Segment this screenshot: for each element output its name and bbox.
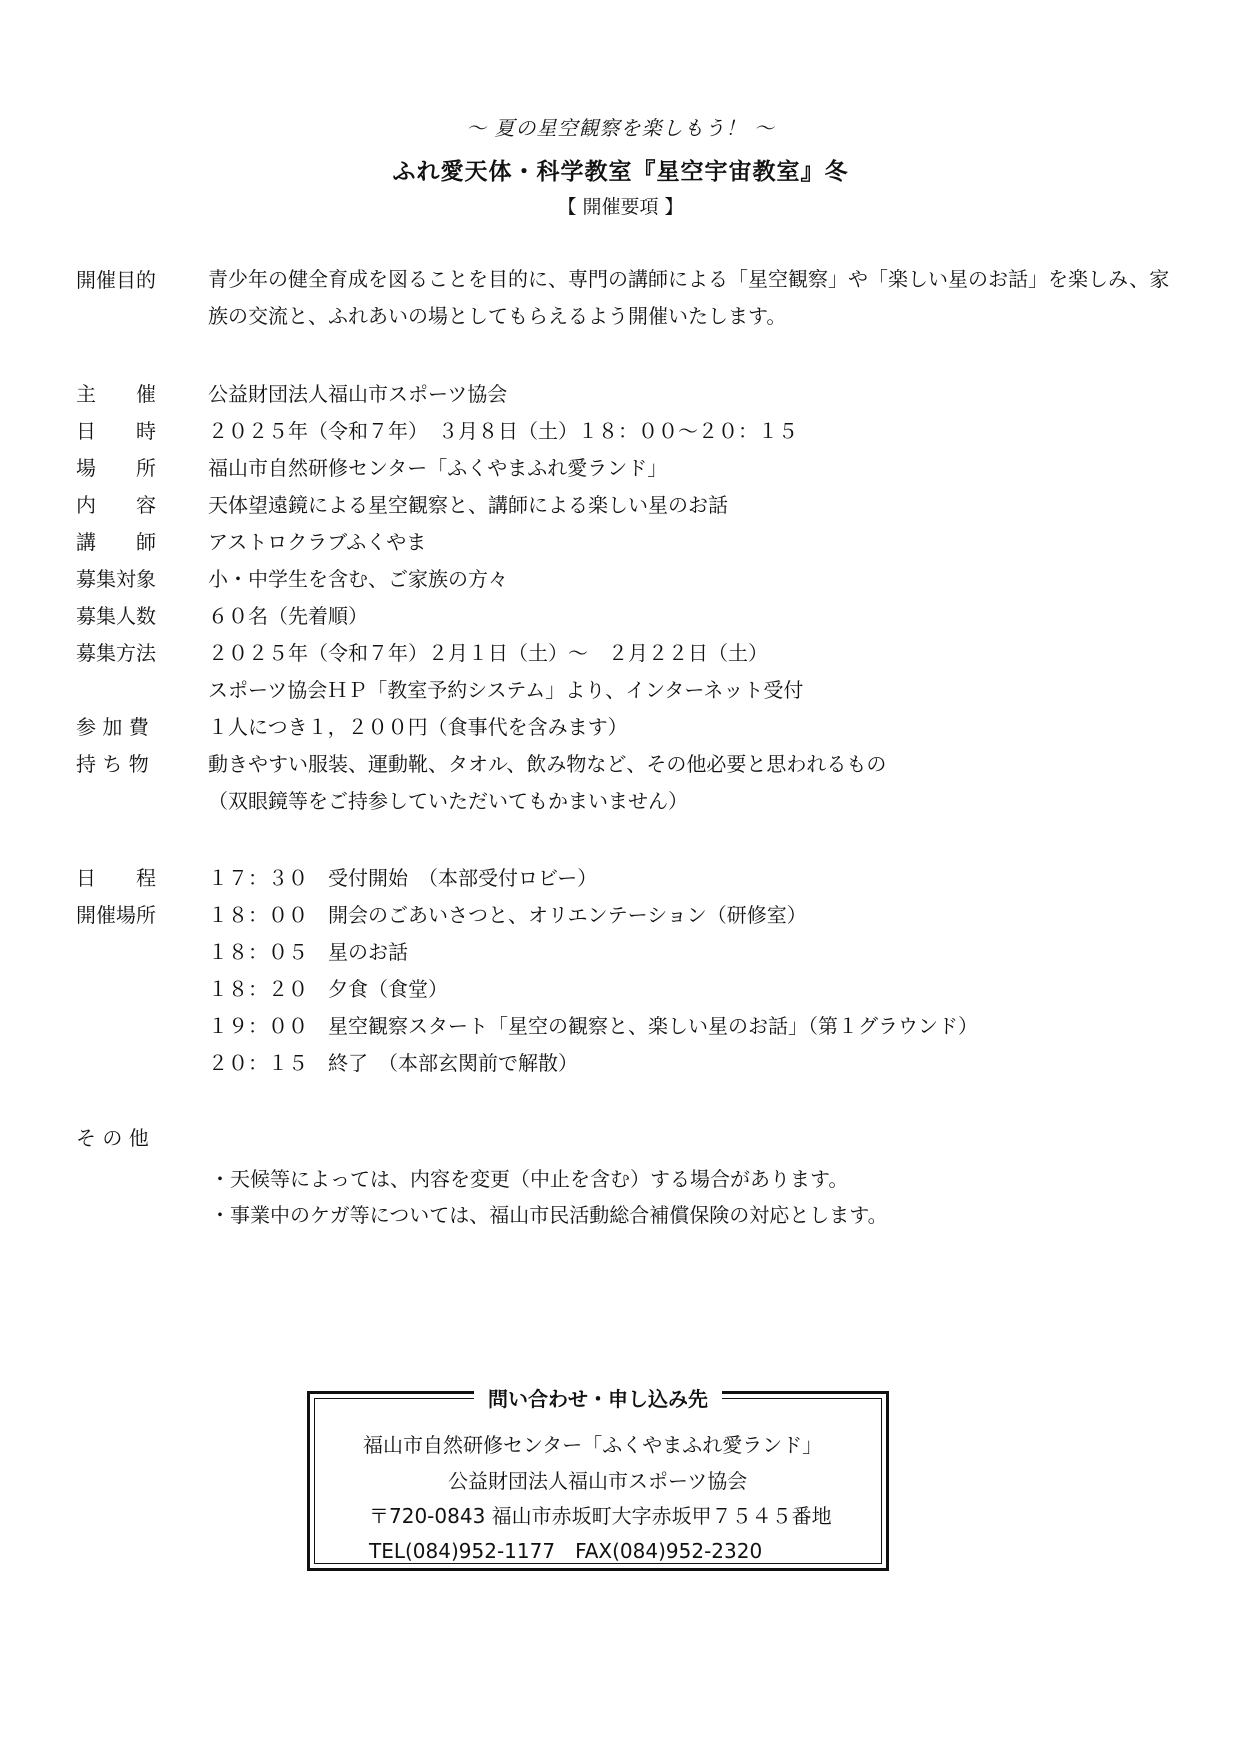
note-item: ・天候等によっては、内容を変更（中止を含む）する場合があります。 bbox=[210, 1167, 849, 1191]
detail-label: 募集対象 bbox=[76, 567, 156, 591]
detail-label: 内 容 bbox=[76, 493, 156, 517]
detail-label: 参 加 費 bbox=[76, 715, 149, 739]
detail-value: 公益財団法人福山市スポーツ協会 bbox=[208, 382, 508, 406]
detail-label: 日 時 bbox=[76, 419, 156, 443]
detail-label: 持 ち 物 bbox=[76, 752, 149, 776]
contact-address: 〒720-0843 福山市赤坂町大字赤坂甲７５４５番地 bbox=[369, 1504, 832, 1528]
detail-label: 募集人数 bbox=[76, 604, 156, 628]
contact-facility: 福山市自然研修センター「ふくやまふれ愛ランド」 bbox=[363, 1433, 823, 1457]
detail-value: ６０名（先着順） bbox=[208, 604, 368, 628]
schedule-value: １８：００ 開会のごあいさつと、オリエンテーション（研修室） bbox=[208, 903, 807, 927]
detail-value: ２０２５年（令和７年）２月１日（土）〜 ２月２２日（土） bbox=[208, 641, 768, 665]
section-heading: 【 開催要項 】 bbox=[557, 196, 684, 218]
purpose-label: 開催目的 bbox=[76, 268, 156, 292]
contact-heading-text: 問い合わせ・申し込み先 bbox=[474, 1387, 722, 1411]
detail-value: 天体望遠鏡による星空観察と、講師による楽しい星のお話 bbox=[208, 493, 728, 517]
detail-label: 主 催 bbox=[76, 382, 156, 406]
detail-value: ２０２５年（令和７年） ３月８日（土）１８：００〜２０：１５ bbox=[208, 419, 798, 443]
detail-label: 募集方法 bbox=[76, 641, 156, 665]
schedule-label: 日 程 bbox=[76, 866, 156, 890]
contact-box bbox=[307, 1387, 889, 1571]
detail-value: （双眼鏡等をご持参していただいてもかまいません） bbox=[208, 789, 688, 813]
schedule-value: １８：２０ 夕食（食堂） bbox=[208, 977, 448, 1001]
contact-box-inner-border bbox=[314, 1387, 882, 1564]
other-label: そ の 他 bbox=[76, 1126, 149, 1150]
purpose-text: 青少年の健全育成を図ることを目的に、専門の講師による「星空観察」や「楽しい星のお話」を楽しみ、家族の交流と、ふれあいの場としてもらえるよう開催いたします。 bbox=[208, 267, 1170, 328]
contact-organization: 公益財団法人福山市スポーツ協会 bbox=[448, 1469, 748, 1493]
detail-label: 講 師 bbox=[76, 530, 156, 554]
detail-value: アストロクラブふくやま bbox=[208, 530, 427, 554]
schedule-label: 開催場所 bbox=[76, 903, 156, 927]
contact-heading bbox=[315, 1383, 881, 1412]
contact-phone: TEL(084)952-1177 FAX(084)952-2320 bbox=[369, 1539, 763, 1563]
detail-value: １人につき１，２００円（食事代を含みます） bbox=[208, 715, 628, 739]
schedule-value: ２０：１５ 終了 （本部玄関前で解散） bbox=[208, 1051, 578, 1075]
detail-value: 福山市自然研修センター「ふくやまふれ愛ランド」 bbox=[208, 456, 668, 480]
detail-value: スポーツ協会ＨＰ「教室予約システム」より、インターネット受付 bbox=[208, 678, 804, 702]
page-title: ふれ愛天体・科学教室『星空宇宙教室』冬 bbox=[392, 159, 849, 185]
detail-label: 場 所 bbox=[76, 456, 156, 480]
detail-value: 小・中学生を含む、ご家族の方々 bbox=[208, 567, 508, 591]
note-item: ・事業中のケガ等については、福山市民活動総合補償保険の対応とします。 bbox=[210, 1203, 888, 1227]
detail-value: 動きやすい服装、運動靴、タオル、飲み物など、その他必要と思われるもの bbox=[208, 752, 887, 776]
schedule-value: １７：３０ 受付開始 （本部受付ロビー） bbox=[208, 866, 598, 890]
schedule-value: １９：００ 星空観察スタート「星空の観察と、楽しい星のお話」（第１グラウンド） bbox=[208, 1014, 978, 1038]
event-subtitle: 〜 夏の星空観察を楽しもう！ 〜 bbox=[466, 116, 775, 140]
schedule-value: １８：０５ 星のお話 bbox=[208, 940, 408, 964]
